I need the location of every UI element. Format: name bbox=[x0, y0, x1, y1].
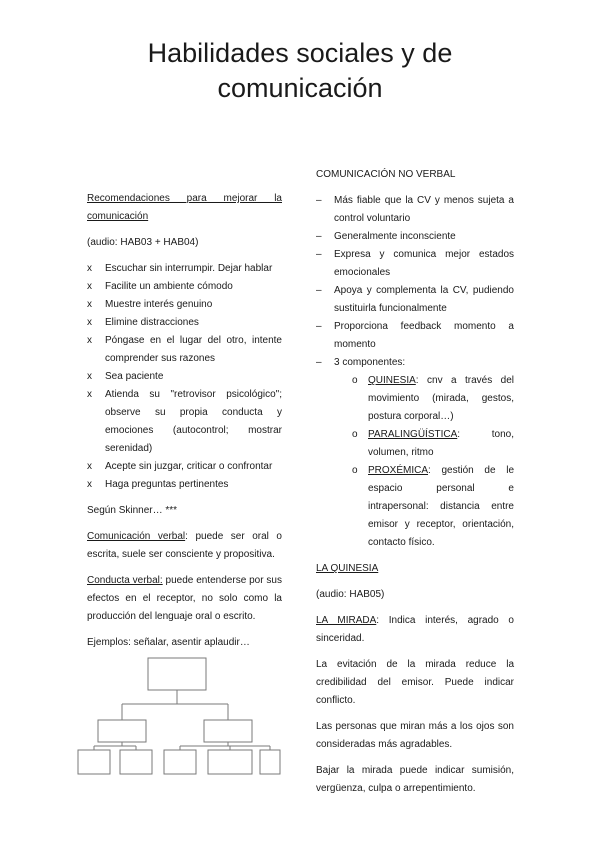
hierarchy-diagram bbox=[72, 648, 284, 776]
diagram-connector bbox=[94, 742, 136, 750]
diagram-leaf-box bbox=[260, 750, 280, 774]
list-item: x Facilite un ambiente cómodo bbox=[87, 278, 282, 296]
component-item: o PARALINGÜÍSTICA: tono, volumen, ritmo bbox=[352, 426, 514, 462]
diagram-leaf-box bbox=[208, 750, 252, 774]
diagram-leaf-box bbox=[78, 750, 110, 774]
examples-paragraph: Ejemplos: señalar, asentir aplaudir… bbox=[87, 637, 250, 648]
list-item: – Más fiable que la CV y menos sujeta a control voluntario bbox=[316, 192, 514, 228]
recommendations-heading: Recomendaciones para mejorar la comunicación bbox=[87, 193, 282, 222]
component-item: o QUINESIA: cnv a través del movimiento (mirada, gestos, postura corporal…) bbox=[352, 372, 514, 426]
audio-ref-right: (audio: HAB05) bbox=[316, 589, 385, 600]
verbal-conduct-paragraph: Conducta verbal: puede entenderse por sus efectos en el receptor, no solo como la producción del lenguaje oral o escrito. bbox=[87, 575, 282, 622]
mirada-paragraph: LA MIRADA: Indica interés, agrado o sinceridad. bbox=[316, 615, 514, 644]
diagram-connector bbox=[180, 742, 270, 750]
title-line-1: Habilidades sociales y de bbox=[147, 38, 453, 68]
dash-marker: – bbox=[316, 249, 322, 260]
list-item: – Apoya y complementa la CV, pudiendo sustituirla funcionalmente bbox=[316, 282, 514, 318]
dash-marker: – bbox=[316, 357, 322, 368]
bullet-marker: x bbox=[87, 479, 92, 490]
dash-marker: – bbox=[316, 285, 322, 296]
title-line-2: comunicación bbox=[217, 73, 383, 103]
list-item: x Sea paciente bbox=[87, 368, 282, 386]
components-list bbox=[352, 372, 514, 552]
list-item: x Escuchar sin interrumpir. Dejar hablar bbox=[87, 260, 282, 278]
circle-marker: o bbox=[352, 429, 358, 440]
nonverbal-list bbox=[316, 192, 514, 552]
list-item: x Haga preguntas pertinentes bbox=[87, 476, 282, 494]
diagram-root-box bbox=[148, 658, 206, 690]
list-item: x Elimine distracciones bbox=[87, 314, 282, 332]
nonverbal-heading: COMUNICACIÓN NO VERBAL bbox=[316, 169, 456, 180]
skinner-note: Según Skinner… *** bbox=[87, 505, 178, 516]
component-term: PARALINGÜÍSTICA bbox=[368, 429, 458, 440]
page-title bbox=[0, 36, 600, 106]
component-item: o PROXÉMICA: gestión de le espacio personal e intrapersonal: distancia entre emisor y receptor, orientación, contacto físico. bbox=[352, 462, 514, 552]
lowered-gaze-paragraph: Bajar la mirada puede indicar sumisión, vergüenza, culpa o arrepentimiento. bbox=[316, 765, 514, 794]
conduct-term: Conducta verbal: bbox=[87, 575, 163, 586]
diagram-leaf-box bbox=[120, 750, 152, 774]
bullet-marker: x bbox=[87, 281, 92, 292]
bullet-marker: x bbox=[87, 389, 92, 400]
dash-marker: – bbox=[316, 321, 322, 332]
left-column bbox=[87, 190, 282, 660]
gaze-avoidance-paragraph: La evitación de la mirada reduce la credibilidad del emisor. Puede indicar conflicto. bbox=[316, 659, 514, 706]
bullet-marker: x bbox=[87, 317, 92, 328]
diagram-leaf-box bbox=[164, 750, 196, 774]
diagram-mid-box-right bbox=[204, 720, 252, 742]
recommendations-list bbox=[87, 260, 282, 494]
diagram-mid-box-left bbox=[98, 720, 146, 742]
bullet-marker: x bbox=[87, 299, 92, 310]
list-item: – 3 componentes: o QUINESIA: cnv a través del movimiento (mirada, gestos, postura corporal…) o PARALINGÜÍSTICA: tono, volumen, ritmo o PROXÉMICA: gestión de le espacio personal e intrapersonal: distancia entre emisor y receptor, orientación, contacto físico. bbox=[316, 354, 514, 552]
audio-ref-left: (audio: HAB03 + HAB04) bbox=[87, 237, 199, 248]
list-item: – Generalmente inconsciente bbox=[316, 228, 514, 246]
circle-marker: o bbox=[352, 465, 358, 476]
verbal-communication-paragraph: Comunicación verbal: puede ser oral o escrita, suele ser consciente y propositiva. bbox=[87, 531, 282, 560]
list-item: x Muestre interés genuino bbox=[87, 296, 282, 314]
right-column bbox=[316, 166, 514, 806]
component-term: PROXÉMICA bbox=[368, 465, 429, 476]
circle-marker: o bbox=[352, 375, 358, 386]
mirada-term: LA MIRADA bbox=[316, 615, 377, 626]
component-term: QUINESIA bbox=[368, 375, 416, 386]
quinesia-heading: LA QUINESIA bbox=[316, 563, 379, 574]
dash-marker: – bbox=[316, 195, 322, 206]
bullet-marker: x bbox=[87, 263, 92, 274]
eye-contact-paragraph: Las personas que miran más a los ojos son consideradas más agradables. bbox=[316, 721, 514, 750]
list-item: – Expresa y comunica mejor estados emocionales bbox=[316, 246, 514, 282]
diagram-connector bbox=[122, 690, 228, 720]
verbal-term: Comunicación verbal bbox=[87, 531, 186, 542]
list-item: x Póngase en el lugar del otro, intente comprender sus razones bbox=[87, 332, 282, 368]
bullet-marker: x bbox=[87, 335, 92, 346]
list-item: x Atienda su "retrovisor psicológico"; observe su propia conducta y emociones (autocontrol; mostrar serenidad) bbox=[87, 386, 282, 458]
list-item: – Proporciona feedback momento a momento bbox=[316, 318, 514, 354]
dash-marker: – bbox=[316, 231, 322, 242]
bullet-marker: x bbox=[87, 461, 92, 472]
bullet-marker: x bbox=[87, 371, 92, 382]
list-item: x Acepte sin juzgar, criticar o confrontar bbox=[87, 458, 282, 476]
